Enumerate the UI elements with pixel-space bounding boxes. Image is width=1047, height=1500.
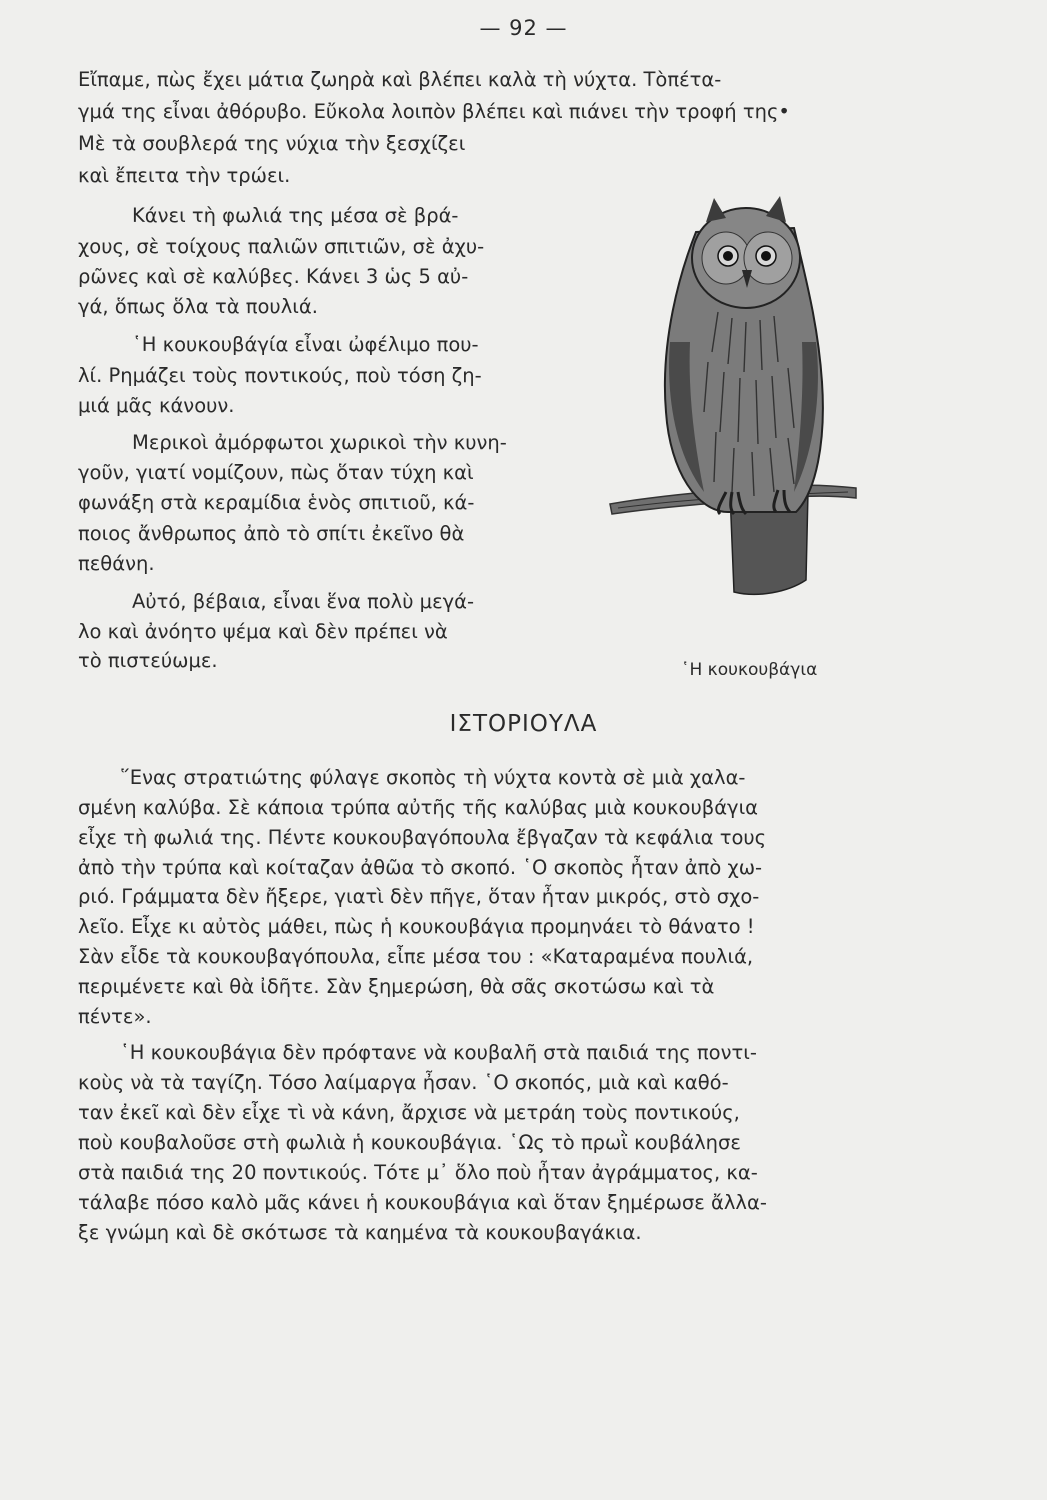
text-line: περιμένετε καὶ θὰ ἰδῆτε. Σὰν ξημερώση, θὰ σᾶς σκοτώσω καὶ τὰ [78, 975, 715, 998]
text-line: ταν ἐκεῖ καὶ δὲν εἶχε τὶ νὰ κάνη, ἄρχισε νὰ μετράη τοὺς ποντικούς, [78, 1101, 740, 1124]
text-line: κοὺς νὰ τὰ ταγίζη. Τόσο λαίμαργα ἦσαν. ῾Ο σκοπός, μιὰ καὶ καθό- [78, 1071, 729, 1094]
text-line: Εἴπαμε, πὼς ἔχει μάτια ζωηρὰ καὶ βλέπει καλὰ τὴ νύχτα. Τὸπέτα- [78, 68, 722, 91]
text-line: πέντε». [78, 1005, 152, 1028]
text-line: ποὺ κουβαλοῦσε στὴ φωλιὰ ἡ κουκουβάγια. ῾Ως τὸ πρωῒ κουβάλησε [78, 1131, 741, 1154]
text-line: ρῶνες καὶ σὲ καλύβες. Κάνει 3 ὡς 5 αὐ- [78, 265, 469, 288]
text-line: γά, ὅπως ὅλα τὰ πουλιά. [78, 295, 318, 318]
text-line: πεθάνη. [78, 552, 155, 575]
text-line: φωνάξη στὰ κεραμίδια ἑνὸς σπιτιοῦ, κά- [78, 491, 475, 514]
text-line: Μερικοὶ ἀμόρφωτοι χωρικοὶ τὴν κυνη- [132, 431, 507, 454]
text-line: ῞Ενας στρατιώτης φύλαγε σκοπὸς τὴ νύχτα κοντὰ σὲ μιὰ χαλα- [120, 766, 746, 789]
text-line: ριό. Γράμματα δὲν ἤξερε, γιατὶ δὲν πῆγε, ὅταν ἦταν μικρός, στὸ σχο- [78, 885, 760, 908]
text-line: ποιος ἄνθρωπος ἀπὸ τὸ σπίτι ἐκεῖνο θὰ [78, 522, 465, 545]
text-line: ξε γνώμη καὶ δὲ σκότωσε τὰ καημένα τὰ κουκουβαγάκια. [78, 1221, 642, 1244]
page-number: — 92 — [479, 16, 568, 40]
text-line: χους, σὲ τοίχους παλιῶν σπιτιῶν, σὲ ἀχυ- [78, 235, 485, 258]
text-line: λεῖο. Εἶχε κι αὐτὸς μάθει, πὼς ἡ κουκουβάγια προμηνάει τὸ θάνατο ! [78, 915, 755, 938]
story-title: ΙΣΤΟΡΙΟΥΛΑ [449, 711, 598, 737]
text-line: ἀπὸ τὴν τρύπα καὶ κοίταζαν ἀθῶα τὸ σκοπό. ῾Ο σκοπὸς ἦταν ἀπὸ χω- [78, 856, 763, 879]
text-line: γμά της εἶναι ἀθόρυβο. Εὔκολα λοιπὸν βλέπει καὶ πιάνει τὴν τροφή της• [78, 100, 790, 123]
text-line: Κάνει τὴ φωλιά της μέσα σὲ βρά- [132, 204, 459, 227]
text-line: γοῦν, γιατί νομίζουν, πὼς ὅταν τύχη καὶ [78, 461, 474, 484]
text-line: εἶχε τὴ φωλιά της. Πέντε κουκουβαγόπουλα ἔβγαζαν τὰ κεφάλια τους [78, 826, 767, 849]
text-line: Σὰν εἶδε τὰ κουκουβαγόπουλα, εἶπε μέσα του : «Καταραμένα πουλιά, [78, 945, 754, 968]
text-line: Μὲ τὰ σουβλερά της νύχια τὴν ξεσχίζει [78, 132, 466, 155]
text-line: λο καὶ ἀνόητο ψέμα καὶ δὲν πρέπει νὰ [78, 620, 448, 643]
text-line: ῾Η κουκουβάγία εἶναι ὠφέλιμο που- [132, 333, 479, 356]
text-line: καὶ ἔπειτα τὴν τρώει. [78, 164, 291, 187]
text-line: τάλαβε πόσο καλὸ μᾶς κάνει ἡ κουκουβάγια καὶ ὅταν ξημέρωσε ἄλλα- [78, 1191, 767, 1214]
owl-illustration [608, 192, 858, 612]
text-line: τὸ πιστεύωμε. [78, 649, 218, 672]
text-line: σμένη καλύβα. Σὲ κάποια τρύπα αὐτῆς τῆς καλύβας μιὰ κουκουβάγια [78, 796, 759, 819]
text-line: μιά μᾶς κάνουν. [78, 394, 235, 417]
text-line: ῾Η κουκουβάγια δὲν πρόφτανε νὰ κουβαλῆ στὰ παιδιά της ποντι- [120, 1041, 757, 1064]
figure-caption: ῾Η κουκουβάγια [681, 660, 818, 680]
text-line: στὰ παιδιά της 20 ποντικούς. Τότε μ᾽ ὅλο ποὺ ἦταν ἀγράμματος, κα- [78, 1161, 758, 1184]
text-line: Αὐτό, βέβαια, εἶναι ἕνα πολὺ μεγά- [132, 590, 475, 613]
text-line: λί. Ρημάζει τοὺς ποντικούς, ποὺ τόση ζη- [78, 364, 482, 387]
